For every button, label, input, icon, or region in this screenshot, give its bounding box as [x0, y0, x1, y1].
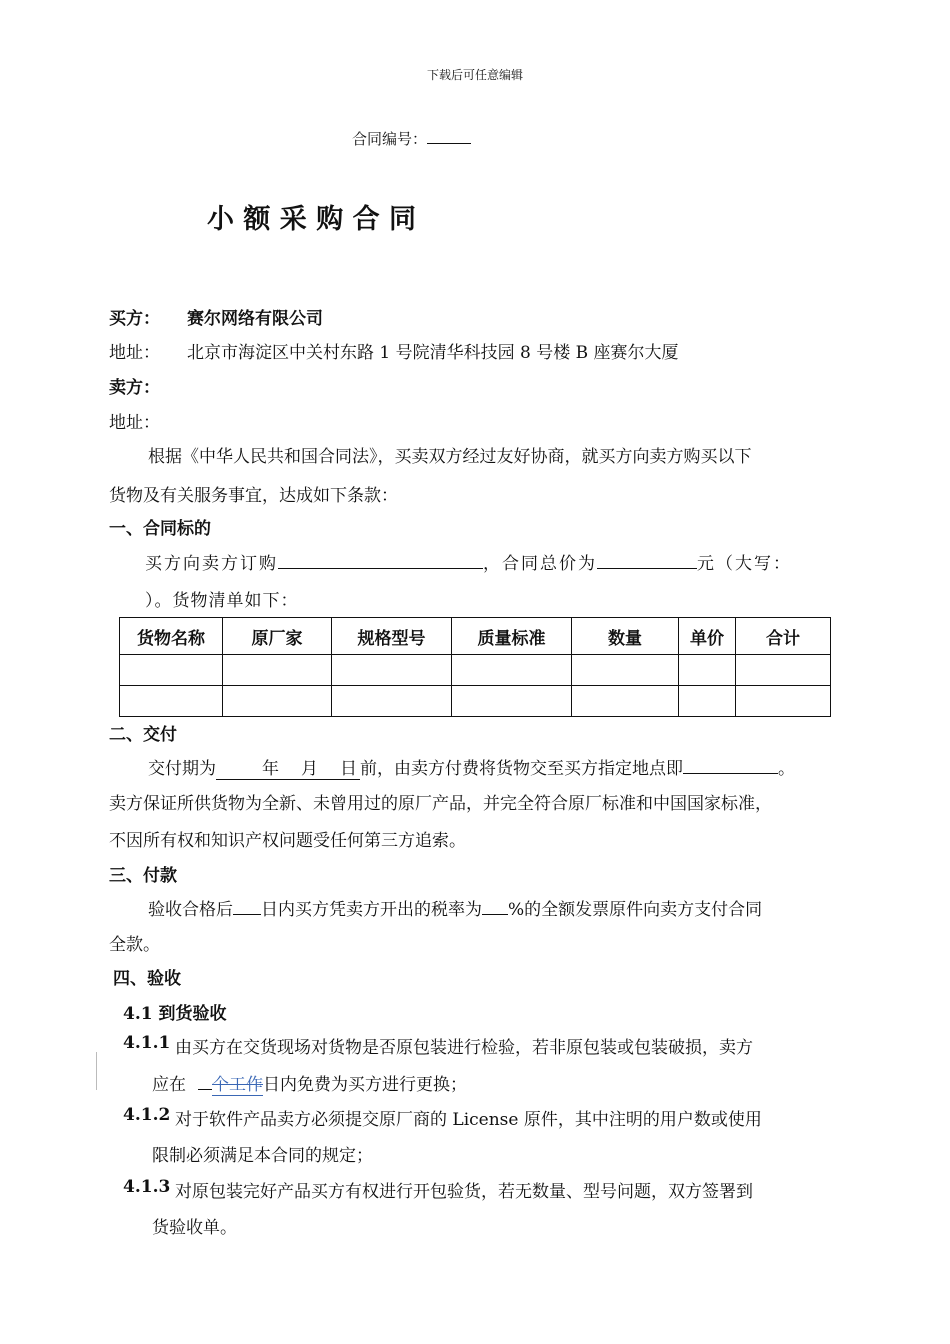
section-2-line-3: 不因所有权和知识产权问题受任何第三方追索。 — [109, 831, 466, 851]
table-header-row — [120, 618, 831, 655]
item-4-1-1-line-1: 由买方在交货现场对货物是否原包装进行检验，若非原包装或包装破损，卖方 — [175, 1038, 753, 1058]
section-2-text-a: 交付期为 — [148, 759, 216, 779]
item-4-1-1-line-2 — [152, 1070, 467, 1095]
header-note: 下载后可任意编辑 — [426, 68, 523, 82]
table-cell[interactable] — [736, 686, 831, 717]
total-price-blank — [597, 550, 697, 569]
buyer-address-label: 地址： — [109, 343, 160, 363]
section-2-text-end: 。 — [778, 759, 795, 779]
item-4-1-3-number: 4.1.3 — [123, 1177, 171, 1197]
section-3-heading: 三、付款 — [109, 866, 177, 886]
section-1-text-b: ，合同总价为 — [483, 554, 597, 574]
table-cell[interactable] — [679, 686, 736, 717]
table-cell[interactable] — [332, 655, 452, 686]
section-1-line-2: ）。货物清单如下： — [145, 591, 299, 611]
section-1-text-a: 买方向卖方订购 — [145, 554, 278, 574]
table-cell[interactable] — [223, 655, 332, 686]
section-2-heading: 二、交付 — [109, 725, 177, 745]
table-cell[interactable] — [120, 686, 223, 717]
table-cell[interactable] — [452, 686, 572, 717]
seller-label: 卖方： — [109, 378, 160, 398]
section-2-text-b: 前，由卖方付费将货物交至买方指定地点即 — [360, 759, 683, 779]
document-title: 小 额 采 购 合 同 — [207, 204, 416, 235]
item-4-1-1-text-a: 应在 — [152, 1075, 186, 1095]
item-4-1-2-line-2: 限制必须满足本合同的规定； — [152, 1146, 373, 1166]
section-3-line-1 — [148, 895, 762, 920]
table-header-cell: 合计 — [736, 618, 831, 655]
item-4-1-1-number: 4.1.1 — [123, 1033, 171, 1053]
seller-address-label: 地址： — [109, 413, 160, 433]
table-header-cell: 数量 — [572, 618, 679, 655]
table-row — [120, 686, 831, 717]
goods-blank — [278, 550, 483, 569]
section-1-line-1 — [145, 549, 792, 574]
table-header-cell: 单价 — [679, 618, 736, 655]
table-cell[interactable] — [572, 686, 679, 717]
month-label: 月 — [301, 759, 318, 779]
contract-number-blank — [427, 127, 471, 144]
table-header-cell: 原厂家 — [223, 618, 332, 655]
section-3-text-a: 验收合格后 — [148, 900, 233, 920]
table-cell[interactable] — [120, 655, 223, 686]
contract-number-label: 合同编号： — [352, 129, 428, 148]
delivery-date-blank — [216, 754, 360, 780]
item-4-1-1-text-b: 日内免费为买方进行更换； — [263, 1075, 467, 1095]
table-header-cell: 货物名称 — [120, 618, 223, 655]
contract-number — [352, 127, 471, 149]
table-cell[interactable] — [679, 655, 736, 686]
table-header-cell: 规格型号 — [332, 618, 452, 655]
intro-line-1: 根据《中华人民共和国合同法》，买卖双方经过友好协商，就买方向卖方购买以下 — [148, 447, 752, 467]
item-4-1-3-line-1: 对原包装完好产品买方有权进行开包验货，若无数量、型号问题，双方签署到 — [175, 1182, 753, 1202]
item-4-1-2-line-1: 对于软件产品卖方必须提交原厂商的 License 原件，其中注明的用户数或使用 — [175, 1110, 762, 1130]
deleted-text: 个工作 — [212, 1075, 263, 1095]
section-1-heading: 一、合同标的 — [109, 519, 211, 539]
goods-table — [119, 617, 831, 717]
table-row — [120, 655, 831, 686]
replacement-days-blank — [198, 1071, 212, 1090]
buyer-address: 北京市海淀区中关村东路 1 号院清华科技园 8 号楼 B 座赛尔大厦 — [187, 343, 679, 363]
section-3-text-c: %的全额发票原件向卖方支付合同 — [508, 900, 763, 920]
day-label: 日 — [340, 759, 357, 779]
tax-rate-blank — [482, 896, 508, 915]
table-cell[interactable] — [572, 655, 679, 686]
intro-line-2: 货物及有关服务事宜，达成如下条款： — [109, 486, 398, 506]
section-2-line-2: 卖方保证所供货物为全新、未曾用过的原厂产品，并完全符合原厂标准和中国国家标准， — [109, 794, 772, 814]
subsection-4-1-heading: 4.1 到货验收 — [123, 1004, 227, 1024]
section-4-heading: 四、验收 — [113, 969, 181, 989]
year-label: 年 — [262, 759, 279, 779]
table-header-cell: 质量标准 — [452, 618, 572, 655]
table-cell[interactable] — [332, 686, 452, 717]
section-3-line-2: 全款。 — [109, 935, 160, 955]
buyer-label: 买方： — [109, 309, 160, 329]
item-4-1-3-line-2: 货验收单。 — [152, 1218, 237, 1238]
revision-marker — [96, 1052, 97, 1090]
item-4-1-2-number: 4.1.2 — [123, 1105, 171, 1125]
table-cell[interactable] — [452, 655, 572, 686]
table-cell[interactable] — [223, 686, 332, 717]
table-cell[interactable] — [736, 655, 831, 686]
section-3-text-b: 日内买方凭卖方开出的税率为 — [261, 900, 482, 920]
buyer-name: 赛尔网络有限公司 — [187, 309, 323, 329]
section-2-line-1 — [148, 754, 795, 780]
payment-days-blank — [233, 896, 261, 915]
delivery-location-blank — [683, 755, 778, 774]
section-1-text-c: 元（大写： — [697, 554, 792, 574]
